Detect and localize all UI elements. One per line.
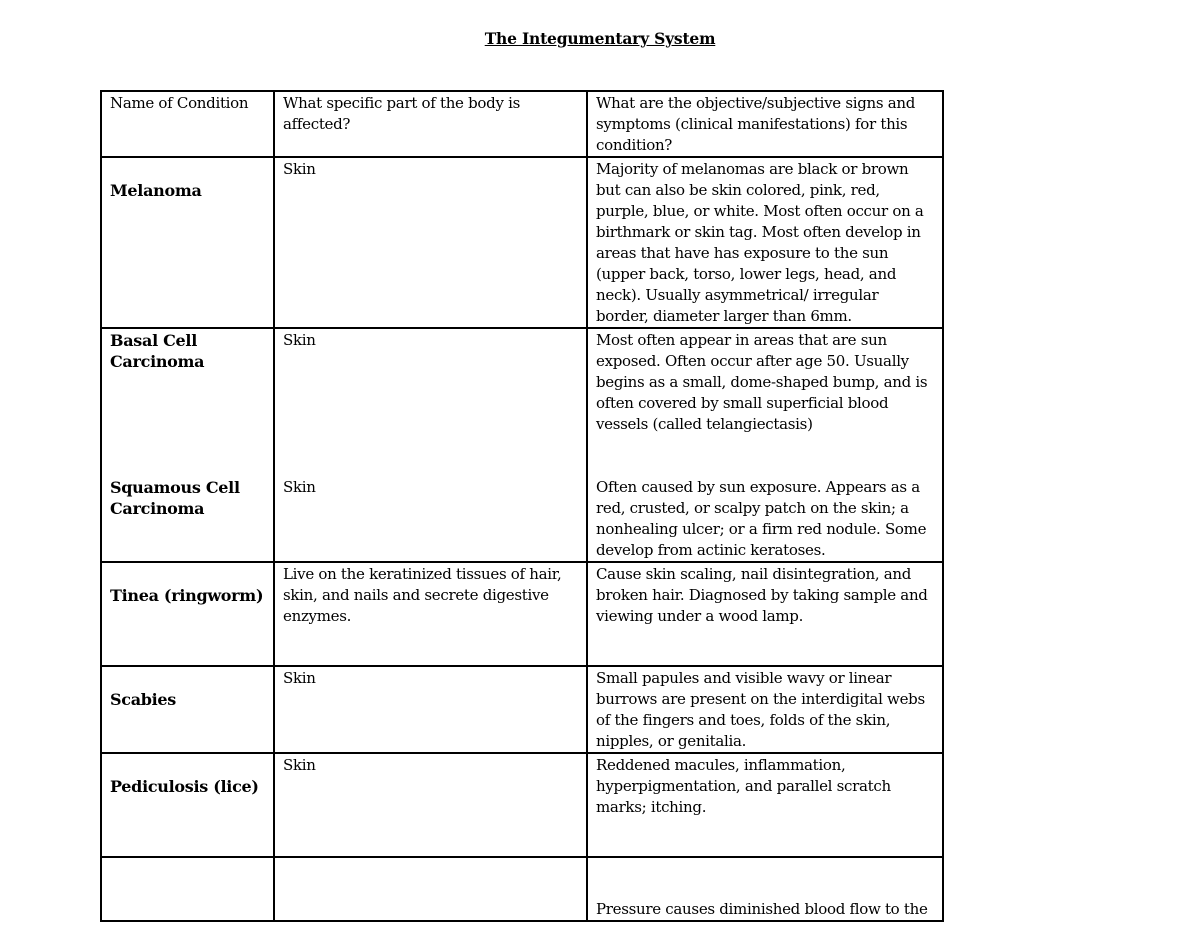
- table-row-carcinomas: [101, 328, 943, 562]
- signs-basal: Most often appear in areas that are sun exposed. Often occur after age 50. Usually begins as a small, dome-shaped bump, and is often covered by small superficial blood vessels (called telangiectasis): [596, 331, 928, 433]
- signs-partial: Pressure causes diminished blood flow to the: [596, 900, 928, 918]
- signs-cell: [587, 328, 943, 562]
- document-title: The Integumentary System: [484, 29, 716, 48]
- condition-name-basal: Basal Cell Carcinoma: [110, 331, 205, 371]
- condition-cell: [101, 328, 274, 562]
- condition-name: Tinea (ringworm): [110, 586, 264, 605]
- table-header-row: [101, 91, 943, 157]
- table-row-partial: [101, 857, 943, 921]
- body-part-cell: Skin: [274, 157, 587, 328]
- body-part-cell: Skin: [274, 666, 587, 753]
- condition-cell: [101, 157, 274, 328]
- header-body-part: What specific part of the body is affected?: [274, 91, 587, 157]
- table-row-scabies: [101, 666, 943, 753]
- table-row-melanoma: [101, 157, 943, 328]
- signs-cell: [587, 857, 943, 921]
- table-row-tinea: [101, 562, 943, 666]
- body-part-basal: Skin: [283, 331, 316, 349]
- table-row-pediculosis: [101, 753, 943, 857]
- body-part-cell: [274, 328, 587, 562]
- conditions-table: [100, 90, 944, 922]
- condition-name: Scabies: [110, 690, 177, 709]
- body-part-squamous: Skin: [283, 478, 316, 496]
- signs-cell: Reddened macules, inflammation, hyperpigmentation, and parallel scratch marks; itching.: [587, 753, 943, 857]
- signs-cell: Majority of melanomas are black or brown but can also be skin colored, pink, red, purple, blue, or white. Most often occur on a birthmark or skin tag. Most often develop in areas that have has exposure to the sun (upper back, torso, lower legs, head, and neck). Usually asymmetrical/ irregular border, diameter larger than 6mm.: [587, 157, 943, 328]
- condition-name-squamous: Squamous Cell Carcinoma: [110, 478, 240, 518]
- condition-cell: [101, 753, 274, 857]
- header-condition-name: Name of Condition: [101, 91, 274, 157]
- condition-name: Melanoma: [110, 181, 202, 200]
- body-part-cell: Skin: [274, 753, 587, 857]
- condition-name: Pediculosis (lice): [110, 777, 259, 796]
- signs-squamous: Often caused by sun exposure. Appears as a red, crusted, or scalpy patch on the skin; a nonhealing ulcer; or a firm red nodule. Some develop from actinic keratoses.: [596, 478, 927, 559]
- header-signs-symptoms: What are the objective/subjective signs and symptoms (clinical manifestations) for this condition?: [587, 91, 943, 157]
- condition-cell: [101, 562, 274, 666]
- body-part-cell: Live on the keratinized tissues of hair, skin, and nails and secrete digestive enzymes.: [274, 562, 587, 666]
- body-part-cell: [274, 857, 587, 921]
- condition-cell: [101, 666, 274, 753]
- signs-cell: Small papules and visible wavy or linear burrows are present on the interdigital webs of the fingers and toes, folds of the skin, nipples, or genitalia.: [587, 666, 943, 753]
- condition-cell: [101, 857, 274, 921]
- signs-cell: Cause skin scaling, nail disintegration, and broken hair. Diagnosed by taking sample and viewing under a wood lamp.: [587, 562, 943, 666]
